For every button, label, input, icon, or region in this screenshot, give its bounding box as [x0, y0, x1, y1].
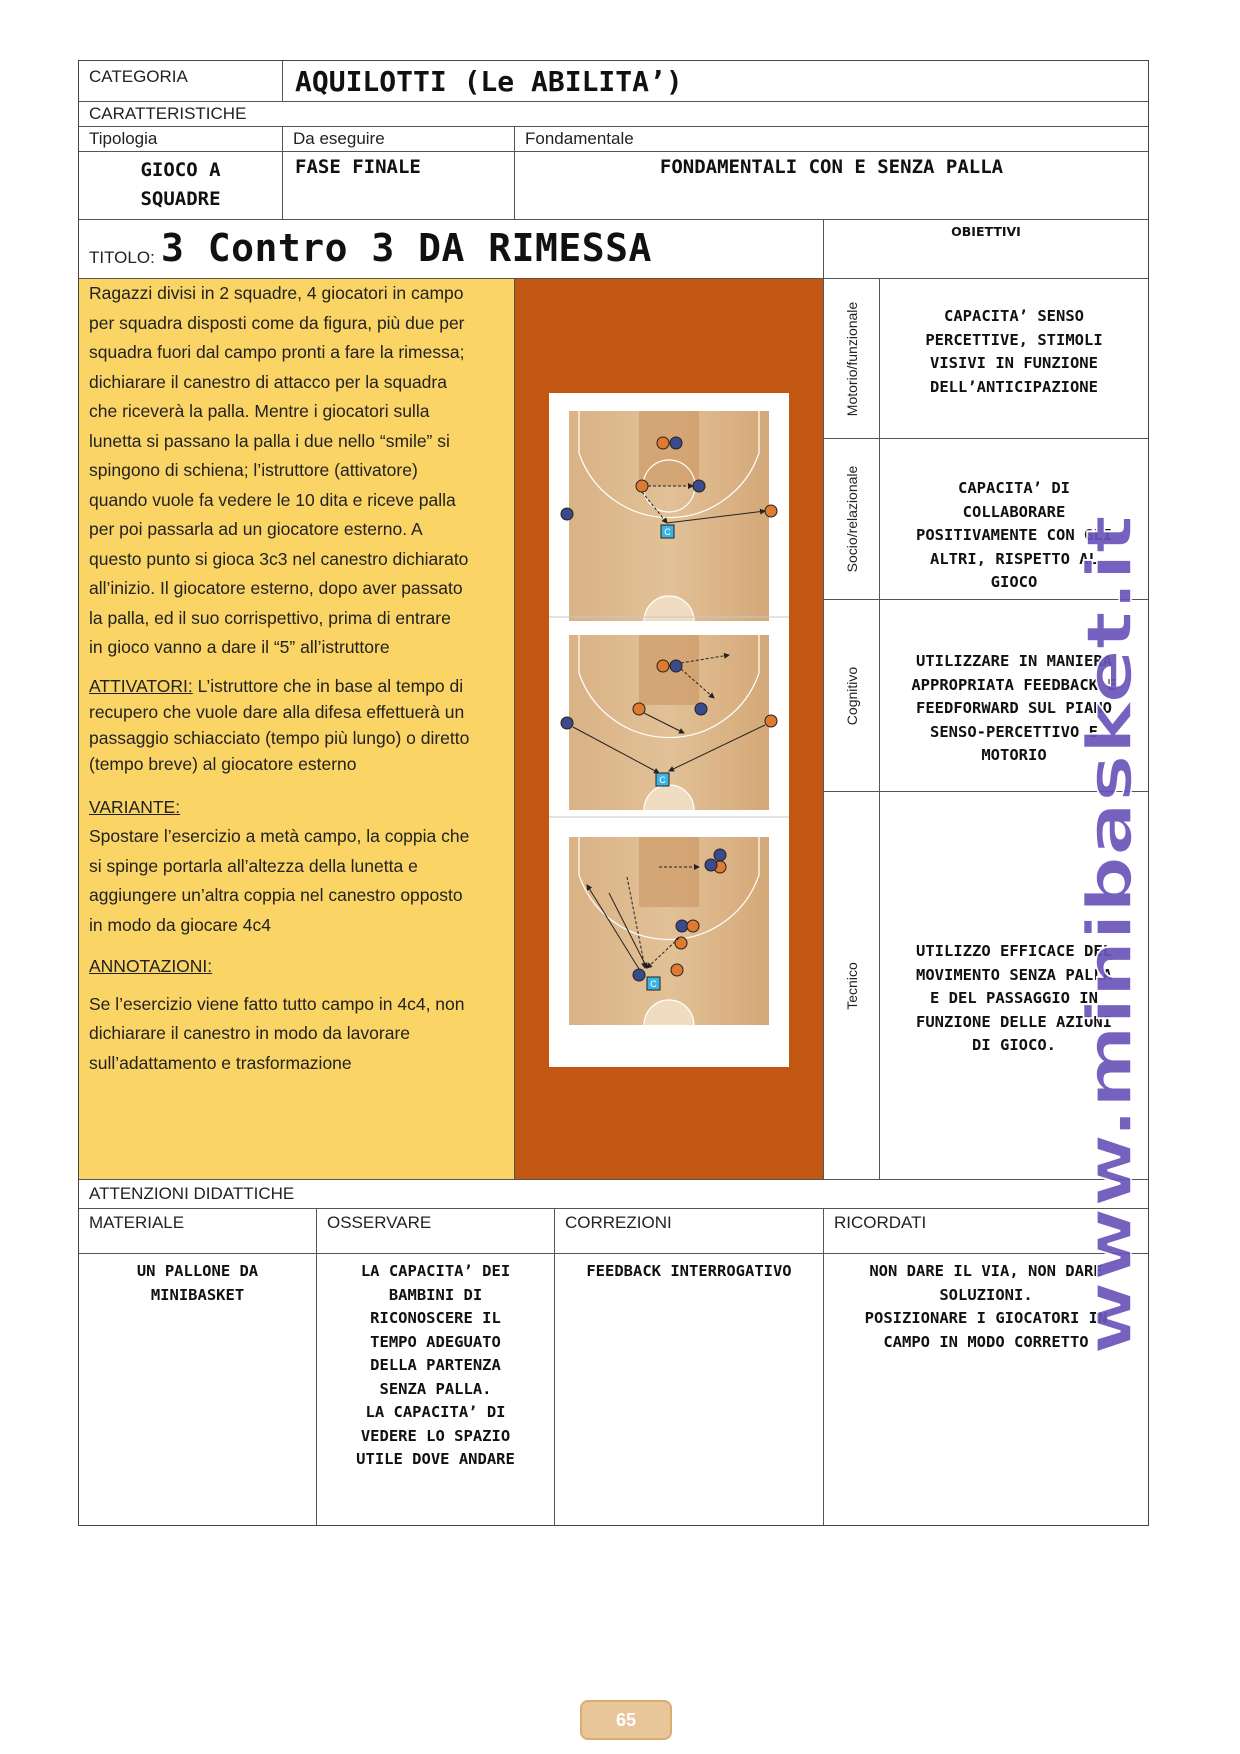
objective-line: MOTORIO [981, 746, 1047, 764]
player-icon [695, 703, 707, 715]
objective-line: GIOCO [990, 573, 1038, 591]
diagram-panel [515, 279, 824, 1179]
categoria-row [79, 61, 1148, 102]
objective-line: MOVIMENTO SENZA PALLA [916, 965, 1112, 984]
didactic-header-row [79, 1180, 1148, 1209]
player-icon [633, 969, 645, 981]
objective-category: Socio/relazionale [843, 465, 860, 573]
coach-marker-label: C [659, 775, 666, 785]
objective-line: COLLABORARE [962, 502, 1066, 521]
column-header: CORREZIONI [565, 1213, 672, 1232]
variante-label: VARIANTE: [89, 796, 181, 817]
player-icon [705, 859, 717, 871]
ricordati-line: SOLUZIONI. [939, 1285, 1033, 1304]
didactic-values-row [79, 1254, 1148, 1525]
objective-line: FEEDFORWARD SUL PIANO [916, 699, 1112, 717]
description-line: lunetta si passano la palla i due nello “smile” si [89, 430, 450, 451]
objective-line: CAPACITA’ DI [958, 479, 1070, 497]
watermark-text: www.minibasket.it [1073, 703, 1146, 1355]
minibasket-watermark [1063, 505, 1163, 1365]
description-line: questo punto si gioca 3c3 nel canestro dichiarato [89, 548, 469, 569]
player-icon [561, 508, 573, 520]
description-line: dichiarare il canestro di attacco per la squadra [89, 371, 447, 392]
objective-motorio [824, 279, 1148, 439]
osservare-line: UTILE DOVE ANDARE [356, 1450, 515, 1468]
variante-line: Spostare l’esercizio a metà campo, la coppia che [89, 826, 470, 846]
osservare-line: BAMBINI DI [388, 1285, 483, 1304]
description-line: per squadra disposti come da figura, più due per [89, 312, 465, 333]
correzioni-line: FEEDBACK INTERROGATIVO [586, 1262, 792, 1280]
variante-block [89, 793, 504, 941]
objective-line: ALTRI, RISPETTO AL [930, 549, 1098, 568]
objective-line: E DEL PASSAGGIO IN [930, 989, 1098, 1007]
main-body [79, 279, 1148, 1180]
osservare-line: TEMPO ADEGUATO [370, 1332, 501, 1351]
court-diagram-1 [561, 411, 777, 621]
didactic-section-label: ATTENZIONI DIDATTICHE [89, 1184, 295, 1203]
player-icon [675, 937, 687, 949]
objective-line: APPROPRIATA FEEDBACK E [911, 675, 1117, 694]
exercise-title: 3 Contro 3 DA RIMESSA [161, 226, 652, 270]
player-icon [765, 505, 777, 517]
page-number: 65 [580, 1700, 672, 1740]
attivatori-label: ATTIVATORI: [89, 675, 193, 696]
column-header: MATERIALE [89, 1213, 185, 1232]
objective-category: Motorio/funzionale [843, 301, 860, 416]
ricordati-line: CAMPO IN MODO CORRETTO [883, 1332, 1089, 1351]
player-icon [671, 964, 683, 976]
categoria-value: AQUILOTTI (Le ABILITA’) [295, 65, 683, 98]
coach-marker-label: C [664, 527, 671, 537]
osservare-line: SENZA PALLA. [379, 1379, 492, 1398]
ricordati-line: NON DARE IL VIA, NON DARE [869, 1262, 1103, 1280]
court-diagrams [549, 393, 789, 1067]
description-panel [79, 279, 515, 1179]
materiale-line: MINIBASKET [150, 1285, 245, 1304]
title-label: TITOLO: [89, 248, 155, 267]
objective-line: CAPACITA’ SENSO [944, 307, 1084, 325]
tipologia-value-line2: SQUADRE [140, 188, 221, 210]
annotazioni-block [89, 952, 504, 1078]
attivatori-line: recupero che vuole dare alla difesa effettuerà un [89, 701, 465, 722]
court-diagram-3 [569, 837, 769, 1025]
coach-marker-label: C [650, 979, 657, 989]
osservare-line: VEDERE LO SPAZIO [360, 1426, 511, 1445]
attivatori-line: passaggio schiacciato (tempo più lungo) o diretto [89, 727, 470, 748]
objectives-header: OBIETTIVI [951, 224, 1021, 239]
caratteristiche-row [79, 102, 1148, 127]
attivatori-line: (tempo breve) al giocatore esterno [89, 753, 357, 774]
variante-line: aggiungere un’altra coppia nel canestro opposto [89, 885, 463, 905]
objective-line: SENSO-PERCETTIVO E [930, 722, 1098, 741]
description-line: la palla, ed il suo corrispettivo, prima di entrare [89, 607, 451, 628]
fondamentale-value: FONDAMENTALI CON E SENZA PALLA [659, 156, 1004, 178]
player-icon [633, 703, 645, 715]
annotazioni-label: ANNOTAZIONI: [89, 956, 213, 976]
column-header: RICORDATI [834, 1213, 927, 1232]
objective-line: UTILIZZARE IN MANIERA [916, 652, 1112, 670]
description-line: spingono di schiena; l’istruttore (attivatore) [89, 460, 418, 480]
description-line: in gioco vanno a dare il “5” all’istruttore [89, 637, 390, 657]
objective-category: Cognitivo [843, 666, 860, 725]
categoria-label: CATEGORIA [89, 67, 188, 86]
description-text [89, 279, 504, 663]
field-labels-row [79, 127, 1148, 152]
osservare-line: LA CAPACITA’ DEI [360, 1262, 511, 1280]
attivatori-line: L’istruttore che in base al tempo di [192, 675, 464, 696]
exercise-sheet [78, 60, 1149, 1526]
objective-line: DELL’ANTICIPAZIONE [930, 377, 1098, 396]
osservare-line: DELLA PARTENZA [370, 1356, 501, 1374]
title-row [79, 220, 1148, 279]
objective-line: FUNZIONE DELLE AZIONI [916, 1012, 1112, 1031]
description-line: per poi passarla ad un giocatore esterno. A [89, 519, 423, 539]
materiale-line: UN PALLONE DA [136, 1262, 259, 1280]
tipologia-label: Tipologia [89, 129, 158, 148]
annotazioni-line: dichiarare il canestro in modo da lavorare [89, 1023, 410, 1043]
da-eseguire-value: FASE FINALE [295, 156, 421, 178]
caratteristiche-label: CARATTERISTICHE [89, 104, 247, 123]
description-line: all’inizio. Il giocatore esterno, dopo aver passato [89, 578, 463, 598]
variante-line: in modo da giocare 4c4 [89, 914, 271, 935]
da-eseguire-label: Da eseguire [293, 129, 385, 148]
objective-line: DI GIOCO. [972, 1036, 1056, 1054]
objective-line: UTILIZZO EFFICACE DEL [916, 942, 1112, 960]
objective-line: VISIVI IN FUNZIONE [930, 354, 1098, 372]
objective-line: POSITIVAMENTE CON GLI [916, 526, 1112, 544]
variante-line: si spinge portarla all’altezza della lunetta e [89, 855, 418, 876]
osservare-line: RICONOSCERE IL [370, 1309, 501, 1327]
player-icon [561, 717, 573, 729]
field-values-row [79, 152, 1148, 220]
objective-line: PERCETTIVE, STIMOLI [925, 330, 1103, 349]
description-line: quando vuole fa vedere le 10 dita e riceve palla [89, 489, 456, 510]
attivatori-block [89, 673, 504, 777]
didactic-columns-row [79, 1209, 1148, 1254]
osservare-line: LA CAPACITA’ DI [365, 1403, 506, 1421]
fondamentale-label: Fondamentale [525, 129, 634, 148]
description-line: che riceverà la palla. Mentre i giocatori sulla [89, 401, 430, 421]
ricordati-line: POSIZIONARE I GIOCATORI IN [864, 1309, 1108, 1327]
objective-category: Tecnico [843, 962, 860, 1010]
annotazioni-line: Se l’esercizio viene fatto tutto campo in 4c4, non [89, 993, 465, 1014]
court-diagram-2 [561, 635, 777, 810]
column-header: OSSERVARE [327, 1213, 432, 1232]
player-icon [765, 715, 777, 727]
annotazioni-line: sull’adattamento e trasformazione [89, 1052, 352, 1073]
description-line: Ragazzi divisi in 2 squadre, 4 giocatori in campo [89, 283, 464, 303]
tipologia-value-line1: GIOCO A [140, 159, 221, 181]
description-line: squadra fuori dal campo pronti a fare la rimessa; [89, 342, 465, 362]
